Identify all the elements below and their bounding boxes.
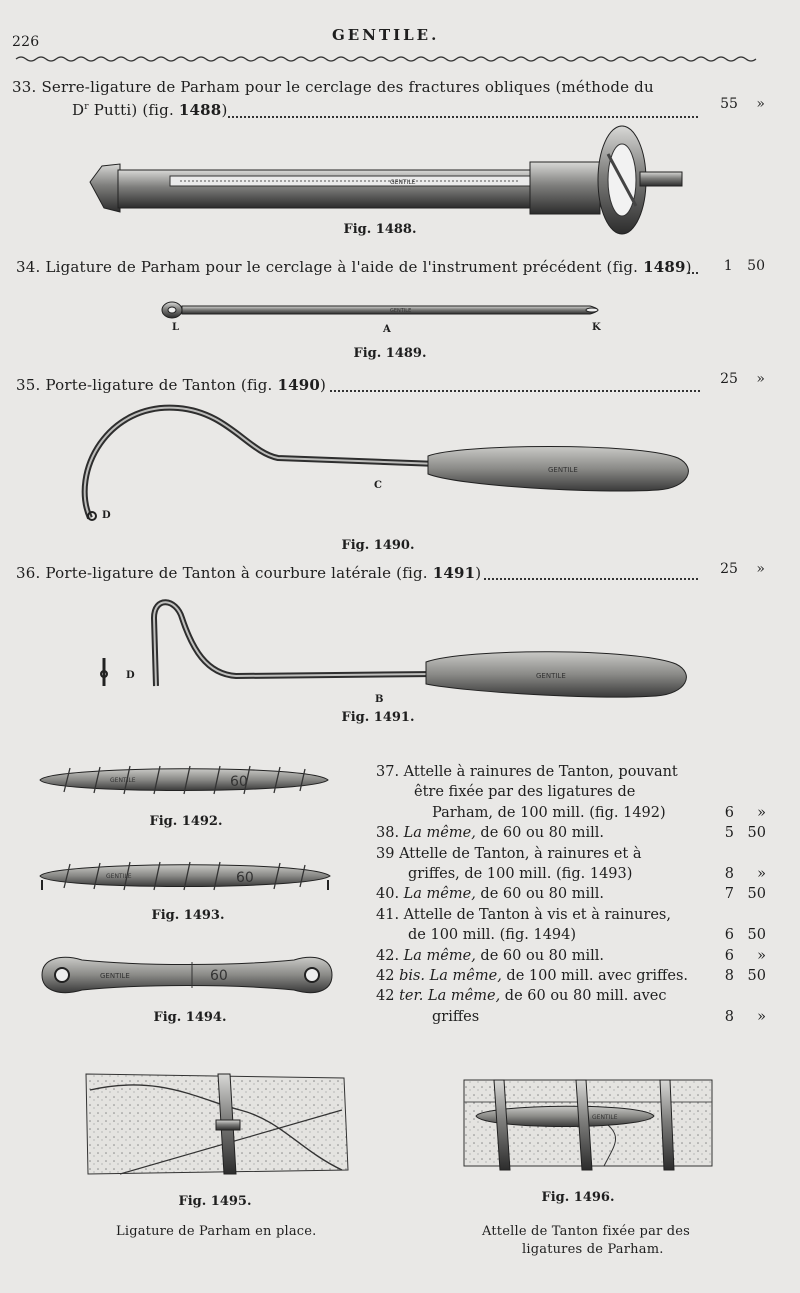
item-36-price [705, 561, 765, 577]
price-main: 8 [724, 1008, 734, 1025]
price-main: 8 [724, 968, 734, 985]
list-item-number-suffix: ter. [399, 988, 424, 1005]
list-item-number-suffix: bis. [399, 968, 426, 985]
price-main: 25 [720, 561, 738, 577]
list-item [376, 966, 768, 986]
list-item [376, 905, 768, 946]
item-33-line1 [12, 78, 654, 96]
item-text: Serre-ligature de Parham pour le cerclage des fractures obliques (méthode du [41, 78, 654, 96]
list-item-number: 42 [376, 968, 395, 985]
page-title: GENTILE. [332, 26, 440, 44]
item-34-price [705, 258, 765, 274]
list-item-number: 40. [376, 886, 400, 903]
price-main: 6 [724, 804, 734, 821]
list-item-number: 42. [376, 947, 400, 964]
figure-1492-attelle-rainures [40, 762, 330, 798]
list-item-text: Attelle de Tanton à vis et à rainures, [403, 906, 671, 923]
item-text: Porte-ligature de Tanton à courbure latérale (fig. [45, 564, 433, 582]
item-text: Ligature de Parham pour le cerclage à l'aide de l'instrument précédent (fig. [45, 258, 644, 276]
item-36-line [16, 564, 481, 582]
list-item-text: de 60 ou 80 mill. avec [500, 988, 667, 1005]
item-number: 36. [16, 564, 41, 582]
figure-1492-caption: Fig. 1492. [149, 814, 223, 829]
splint-number: 60 [230, 774, 248, 790]
price-main: 8 [724, 866, 734, 883]
list-item-text: griffes [432, 1008, 480, 1025]
list-item [376, 823, 768, 843]
figure-1491-caption: Fig. 1491. [341, 710, 415, 725]
figure-1496-caption: Fig. 1496. [541, 1190, 615, 1205]
figure-1488-serre-ligature [90, 124, 690, 234]
price-sub: » [757, 1008, 766, 1025]
item-text-dr-sup: r [84, 102, 89, 112]
figure-1494-attelle-vis [42, 950, 334, 1000]
price-sub: » [757, 947, 766, 964]
item-fig-ref: 1491 [432, 564, 476, 582]
item-fig-ref: 1488 [178, 101, 222, 119]
engraving: GENTILE [390, 179, 416, 186]
item-fig-ref: 1490 [277, 376, 321, 394]
price-sub: 50 [747, 258, 765, 274]
list-item-text: Attelle de Tanton, à rainures et à [399, 845, 642, 862]
engraving: GENTILE [110, 777, 136, 784]
item-35-price [705, 371, 765, 387]
item-35-line [16, 376, 326, 394]
engraving: GENTILE [106, 873, 132, 880]
price-sub: » [756, 371, 765, 387]
list-item-text: de 60 ou 80 mill. [475, 825, 604, 842]
list-item-text: de 100 mill. avec griffes. [501, 968, 688, 985]
item-text: Putti) (fig. [88, 101, 179, 119]
list-item-number: 38. [376, 825, 400, 842]
price-main: 5 [724, 825, 734, 842]
list-item-text: de 100 mill. (fig. 1494) [408, 927, 577, 944]
figure-1490-porte-ligature [78, 402, 698, 532]
item-text-end: ) [685, 258, 692, 276]
leader-dots [484, 578, 698, 580]
figure-1491-label-d: D [126, 670, 135, 681]
item-text-end: ) [475, 564, 482, 582]
item-33-price [705, 96, 765, 112]
list-item [376, 884, 768, 904]
figure-1495-subcaption: Ligature de Parham en place. [116, 1224, 317, 1239]
item-number: 35. [16, 376, 41, 394]
price-sub: 50 [747, 968, 766, 985]
item-text-end: ) [320, 376, 327, 394]
list-item-text: de 60 ou 80 mill. [475, 886, 604, 903]
leader-dots [330, 390, 700, 392]
figure-1495-caption: Fig. 1495. [178, 1194, 252, 1209]
price-sub: 50 [747, 886, 766, 903]
price-main: 25 [720, 371, 738, 387]
figure-1490-label-c: C [374, 480, 382, 491]
price-main: 6 [724, 927, 734, 944]
list-item-italic: La même, [429, 968, 502, 985]
figure-1489-label-a: A [383, 324, 391, 335]
figure-1496-subcaption-2: ligatures de Parham. [522, 1242, 664, 1257]
item-number: 33. [12, 78, 37, 96]
price-sub: » [757, 804, 766, 821]
list-item-text: de 60 ou 80 mill. [475, 947, 604, 964]
price-sub: » [757, 866, 766, 883]
figure-1491-label-b: B [375, 694, 384, 705]
leader-dots [228, 116, 698, 118]
figure-1493-attelle-griffes [40, 858, 334, 894]
figure-1496-attelle-fixee [464, 1076, 714, 1172]
list-item-number: 42 [376, 988, 395, 1005]
engraving: GENTILE [390, 308, 412, 314]
list-item [376, 844, 768, 885]
price-main: 55 [720, 96, 738, 112]
price-main: 1 [723, 258, 733, 274]
item-text-dr: D [72, 101, 85, 119]
figure-1490-caption: Fig. 1490. [341, 538, 415, 553]
price-sub: » [756, 561, 765, 577]
price-main: 7 [724, 886, 734, 903]
item-fig-ref: 1489 [643, 258, 686, 276]
list-item-text: Attelle à rainures de Tanton, pouvant [403, 764, 678, 780]
figure-1494-caption: Fig. 1494. [153, 1010, 227, 1025]
list-item [376, 986, 768, 1027]
figure-1491-porte-ligature-laterale [96, 598, 696, 698]
list-item-number: 41. [376, 906, 400, 923]
list-item-number: 39 [376, 845, 395, 862]
list-item [376, 762, 768, 823]
list-item-italic: La même, [428, 988, 501, 1005]
splint-number: 60 [236, 870, 254, 886]
engraving: GENTILE [548, 466, 578, 474]
item-text-end: ) [221, 101, 228, 119]
item-number: 34. [16, 258, 41, 276]
list-item-italic: La même, [403, 886, 476, 903]
page-number: 226 [12, 34, 40, 50]
item-34-line [16, 258, 692, 276]
header-wavy-rule [16, 54, 756, 64]
figure-1489-label-l: L [172, 322, 180, 333]
figure-1488-caption: Fig. 1488. [343, 222, 417, 237]
figure-1489-label-k: K [592, 322, 601, 333]
list-item [376, 946, 768, 966]
item-33-line2 [72, 101, 228, 119]
figure-1496-subcaption-1: Attelle de Tanton fixée par des [482, 1224, 691, 1239]
list-item-number: 37. [376, 764, 400, 780]
engraving: GENTILE [536, 672, 566, 680]
list-item-text: Parham, de 100 mill. (fig. 1492) [432, 804, 666, 821]
leader-dots [688, 272, 698, 274]
figure-1495-ligature-en-place [80, 1070, 350, 1180]
engraving: GENTILE [592, 1114, 618, 1121]
price-list [376, 762, 768, 1027]
list-item-italic: La même, [403, 825, 476, 842]
price-sub: 50 [747, 825, 766, 842]
price-main: 6 [724, 947, 734, 964]
list-item-text: griffes, de 100 mill. (fig. 1493) [408, 866, 633, 883]
price-sub: » [756, 96, 765, 112]
figure-1493-caption: Fig. 1493. [151, 908, 225, 923]
splint-number: 60 [210, 968, 228, 984]
item-text: Porte-ligature de Tanton (fig. [45, 376, 278, 394]
figure-1490-label-d: D [102, 510, 111, 521]
list-item-text: être fixée par des ligatures de [414, 784, 636, 801]
price-sub: 50 [747, 927, 766, 944]
engraving: GENTILE [100, 972, 130, 980]
list-item-italic: La même, [403, 947, 476, 964]
figure-1489-caption: Fig. 1489. [353, 346, 427, 361]
